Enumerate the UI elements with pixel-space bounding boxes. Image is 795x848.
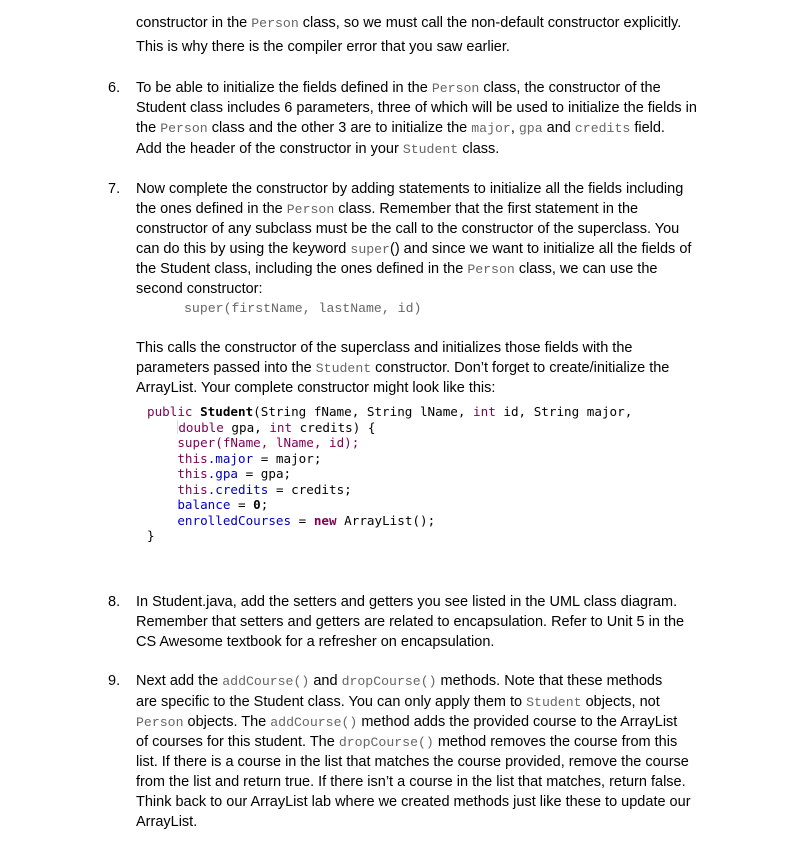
step-6-line-3: the Person class and the other 3 are to initialize the major, gpa and credits field. — [136, 120, 665, 136]
code-line-7: balance = 0; — [177, 497, 269, 512]
code-line-3: super(fName, lName, id); — [177, 435, 360, 450]
step-9-line-2: are specific to the Student class. You can only apply them to Student objects, not — [136, 694, 660, 710]
step-9-line-7: Think back to our ArrayList lab where we created methods just like these to update our — [136, 794, 691, 810]
step-7-line-6: second constructor: — [136, 281, 263, 297]
step-6-line-2: Student class includes 6 parameters, three of which will be used to initialize the fields in — [136, 100, 697, 116]
step-7-line-3: constructor of any subclass must be the call to the constructor of the superclass. You — [136, 221, 680, 237]
step-9-line-3: Person objects. The addCourse() method adds the provided course to the ArrayList — [136, 714, 678, 730]
step-7-para2-line-2: parameters passed into the Student constructor. Don’t forget to create/initialize the — [136, 360, 670, 376]
code-line-8: enrolledCourses = new ArrayList(); — [177, 512, 436, 528]
code-line-2: double gpa, int credits) { — [178, 419, 376, 435]
constructor-code-block — [147, 404, 632, 544]
step-7-line-5: the Student class, including the ones defined in the Person class, we can use the — [136, 261, 658, 277]
step-8-line-1: In Student.java, add the setters and getters you see listed in the UML class diagram. — [136, 594, 678, 610]
code-line-1: public Student(String fName, String lName, int id, String major, — [147, 404, 633, 419]
intro-line-1: constructor in the Person class, so we must call the non-default constructor explicitly. — [136, 15, 682, 31]
step-8-number: 8. — [108, 594, 121, 610]
code-line-9: } — [147, 528, 155, 543]
code-line-4: this.major = major; — [177, 450, 322, 466]
step-9-line-8: ArrayList. — [136, 814, 198, 830]
step-9-number: 9. — [108, 673, 121, 689]
super-call-example: super(firstName, lastName, id) — [184, 301, 422, 316]
step-9-line-5: list. If there is a course in the list that matches the course provided, remove the course — [136, 754, 689, 770]
code-line-6: this.credits = credits; — [177, 481, 352, 497]
step-6-number: 6. — [108, 80, 121, 96]
step-9-line-4: of courses for this student. The dropCourse() method removes the course from this — [136, 734, 678, 750]
step-8-line-2: Remember that setters and getters are related to encapsulation. Refer to Unit 5 in the — [136, 614, 685, 630]
step-7-line-1: Now complete the constructor by adding statements to initialize all the fields including — [136, 181, 684, 197]
step-8-line-3: CS Awesome textbook for a refresher on encapsulation. — [136, 634, 495, 650]
step-6-line-4: Add the header of the constructor in your Student class. — [136, 141, 500, 157]
step-6-line-1: To be able to initialize the fields defined in the Person class, the constructor of the — [136, 80, 661, 96]
step-9-line-1: Next add the addCourse() and dropCourse() methods. Note that these methods — [136, 673, 663, 689]
step-7-para2-line-3: ArrayList. Your complete constructor might look like this: — [136, 380, 496, 396]
step-7-line-2: the ones defined in the Person class. Remember that the first statement in the — [136, 201, 639, 217]
step-7-number: 7. — [108, 181, 121, 197]
intro-line-2: This is why there is the compiler error that you saw earlier. — [136, 39, 510, 55]
step-7-line-4: can do this by using the keyword super() and since we want to initialize all the fields of — [136, 241, 692, 257]
step-9-line-6: from the list and return true. If there isn’t a course in the list that matches, return false. — [136, 774, 686, 790]
code-line-5: this.gpa = gpa; — [177, 466, 292, 481]
step-7-para2-line-1: This calls the constructor of the superclass and initializes those fields with the — [136, 340, 633, 356]
